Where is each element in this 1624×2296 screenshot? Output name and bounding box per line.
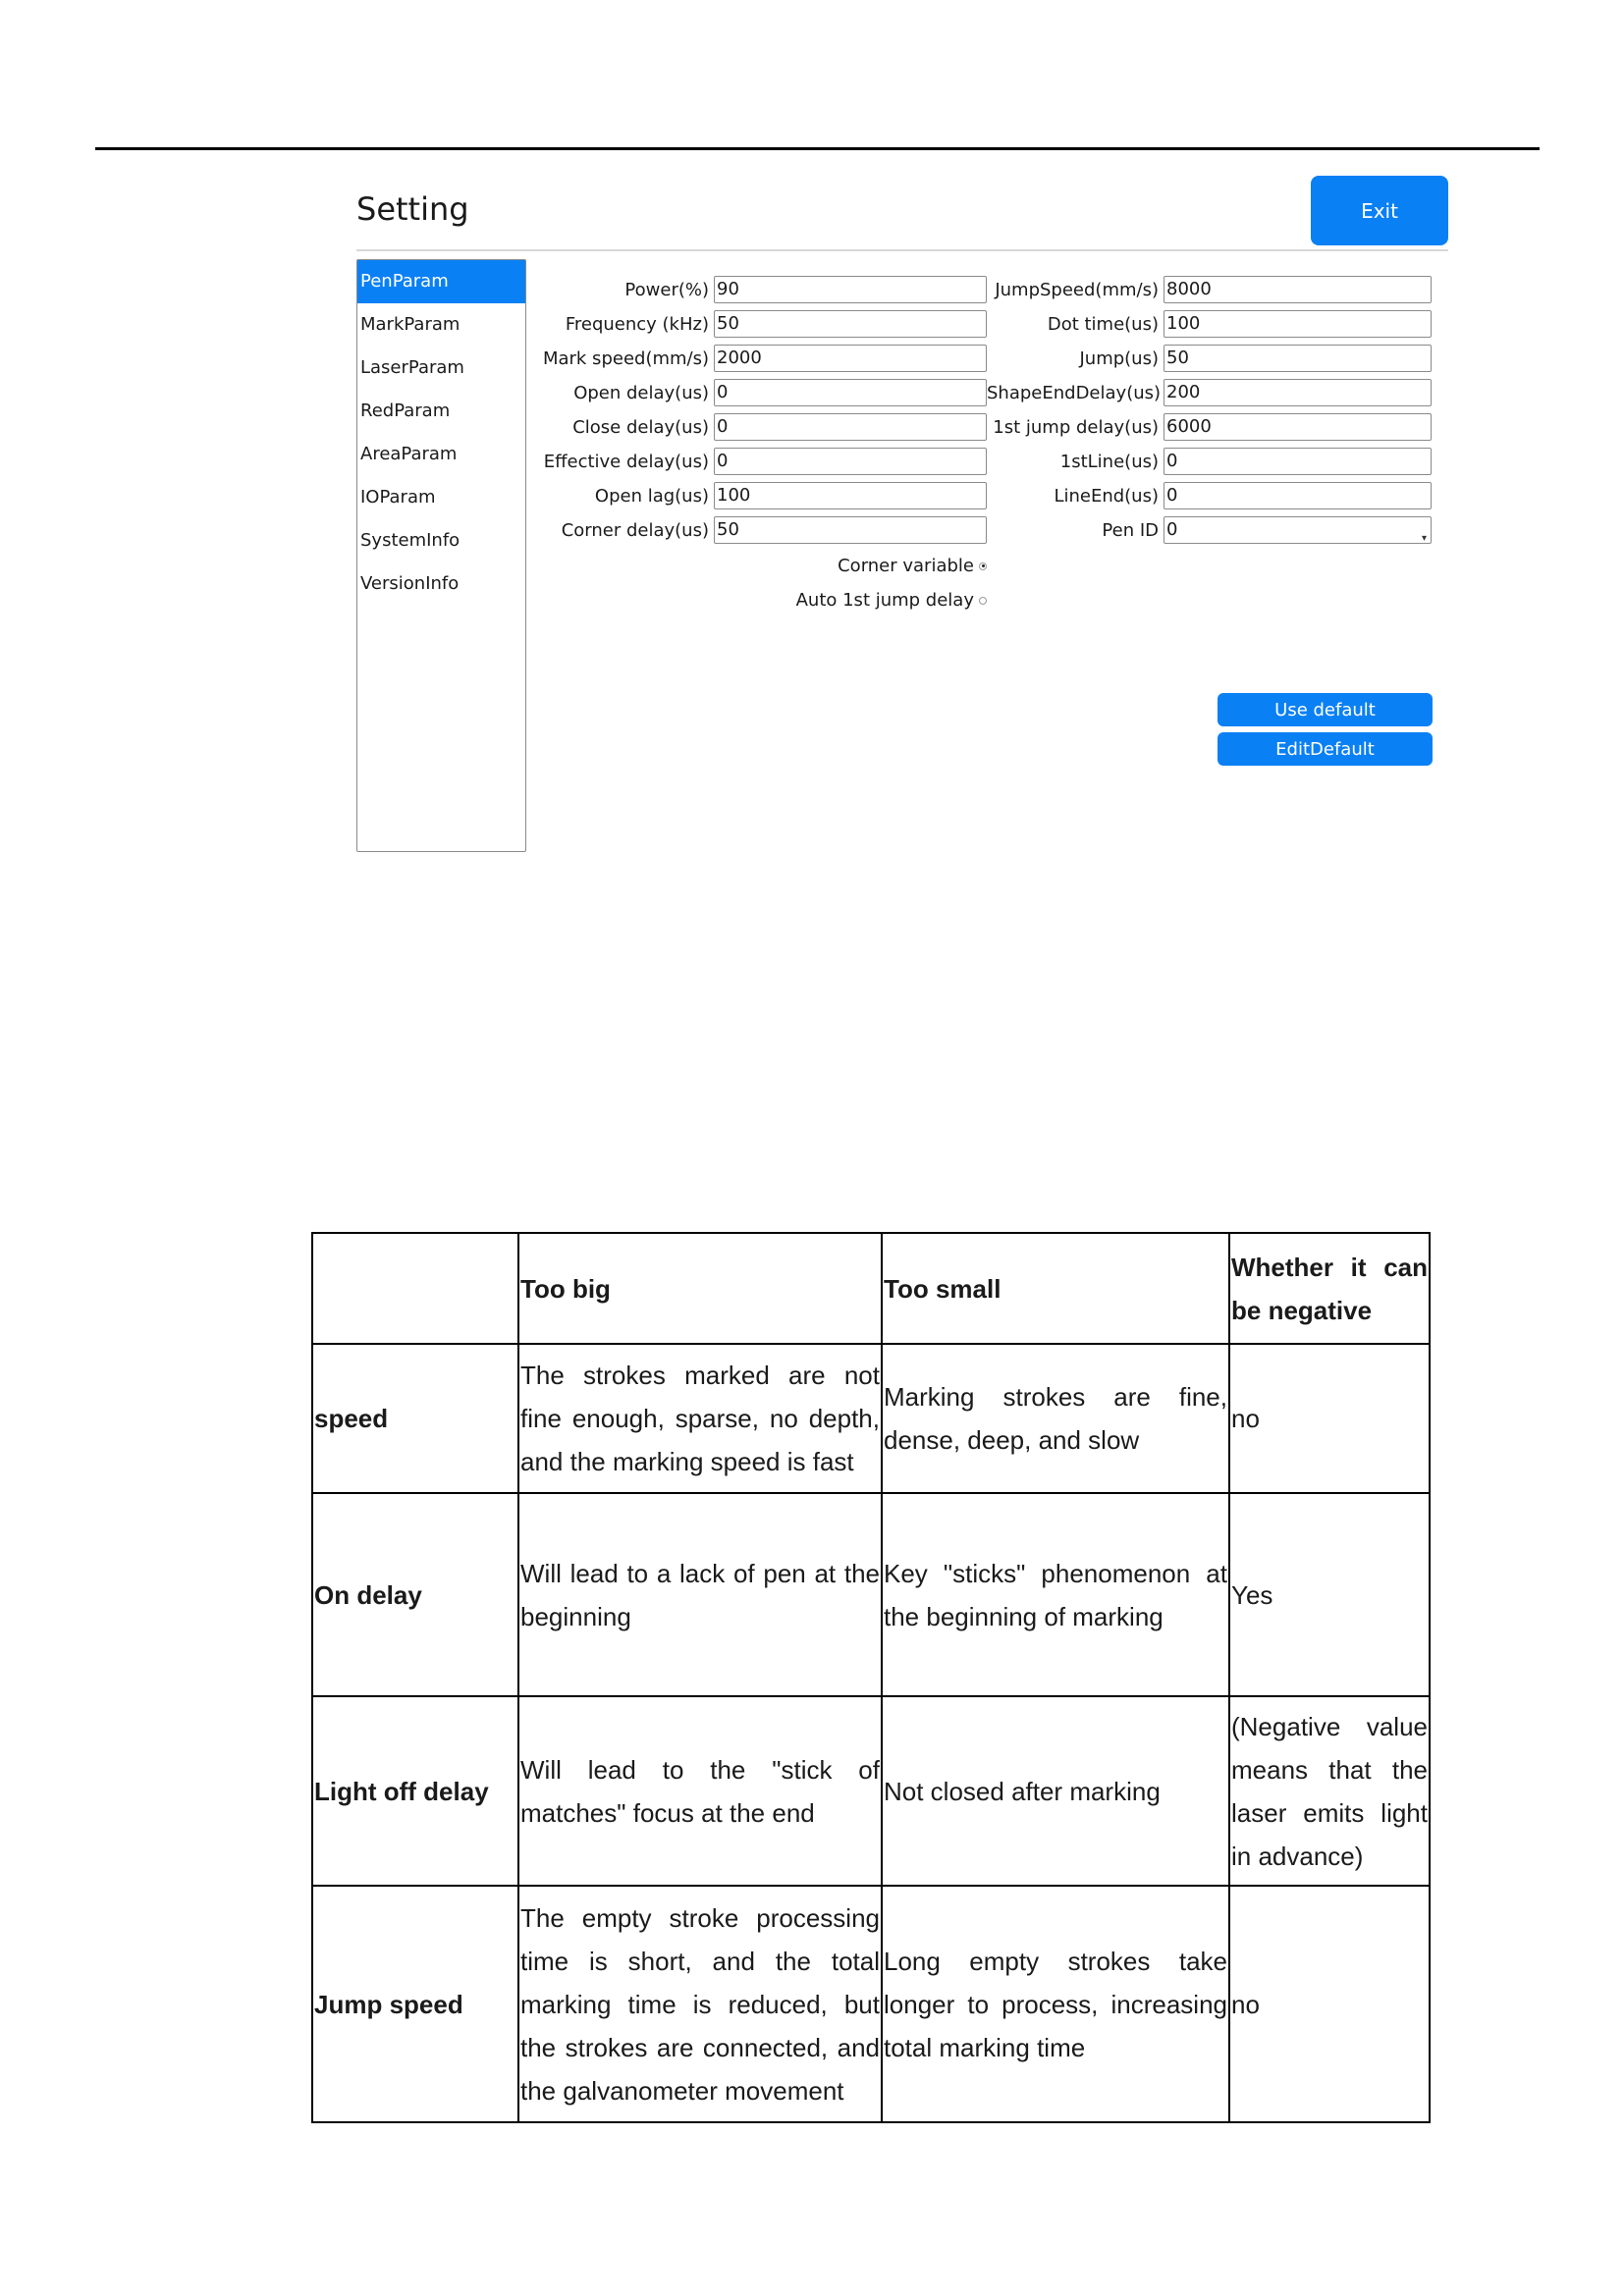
frequency-row bbox=[355, 309, 987, 339]
power-input[interactable]: 90 bbox=[714, 276, 987, 303]
sidebar-item-markparam[interactable]: MarkParam bbox=[360, 314, 460, 335]
pen-id-label: Pen ID bbox=[1102, 519, 1159, 541]
pen-id-value: 0 bbox=[1166, 519, 1178, 540]
header-too-big: Too big bbox=[518, 1233, 882, 1344]
cell-too-small: Key "sticks" phenomenon at the beginning of marking bbox=[882, 1493, 1229, 1696]
first-line-input[interactable]: 0 bbox=[1164, 448, 1432, 475]
close-delay-row bbox=[355, 412, 987, 442]
cell-negative: (Negative value means that the laser emits light in advance) bbox=[1229, 1696, 1430, 1886]
header-separator bbox=[356, 249, 1448, 251]
row-label: Jump speed bbox=[312, 1886, 518, 2122]
cell-too-small: Not closed after marking bbox=[882, 1696, 1229, 1886]
header-can-be-negative: Whether it can be negative bbox=[1229, 1233, 1430, 1344]
jump-row bbox=[987, 344, 1432, 373]
table-row bbox=[312, 1696, 1430, 1886]
cell-too-small: Long empty strokes take longer to process, increasing total marking time bbox=[882, 1886, 1229, 2122]
close-delay-input[interactable]: 0 bbox=[714, 413, 987, 441]
shape-end-delay-label: ShapeEndDelay(us) bbox=[987, 382, 1162, 403]
line-end-input[interactable]: 0 bbox=[1164, 482, 1432, 509]
first-line-row bbox=[987, 447, 1432, 476]
dot-time-input[interactable]: 100 bbox=[1164, 310, 1432, 338]
jump-speed-row bbox=[987, 275, 1432, 304]
shape-end-delay-row bbox=[987, 378, 1432, 407]
open-delay-input[interactable]: 0 bbox=[714, 379, 987, 406]
header-too-small: Too small bbox=[882, 1233, 1229, 1344]
row-label: Light off delay bbox=[312, 1696, 518, 1886]
frequency-label: Frequency (kHz) bbox=[565, 313, 709, 335]
corner-delay-label: Corner delay(us) bbox=[561, 519, 709, 541]
header-cell-empty bbox=[312, 1233, 518, 1344]
mark-speed-input[interactable]: 2000 bbox=[714, 345, 987, 372]
effective-delay-input[interactable]: 0 bbox=[714, 448, 987, 475]
jump-speed-input[interactable]: 8000 bbox=[1164, 276, 1432, 303]
open-lag-label: Open lag(us) bbox=[594, 485, 709, 507]
effective-delay-row bbox=[355, 447, 987, 476]
shape-end-delay-input[interactable]: 200 bbox=[1164, 379, 1432, 406]
corner-delay-input[interactable]: 50 bbox=[714, 516, 987, 544]
frequency-input[interactable]: 50 bbox=[714, 310, 987, 338]
jump-label: Jump(us) bbox=[1079, 347, 1159, 369]
auto-1st-jump-delay-option[interactable] bbox=[796, 590, 987, 611]
open-delay-row bbox=[355, 378, 987, 407]
first-jump-delay-row bbox=[987, 412, 1432, 442]
sidebar-item-laserparam[interactable]: LaserParam bbox=[360, 357, 464, 378]
effective-delay-label: Effective delay(us) bbox=[543, 451, 709, 472]
cell-too-big: Will lead to a lack of pen at the beginning bbox=[518, 1493, 882, 1696]
dropdown-arrow-icon[interactable]: ▾ bbox=[1421, 533, 1427, 544]
auto-1st-jump-delay-label: Auto 1st jump delay bbox=[795, 590, 974, 611]
open-lag-row bbox=[355, 481, 987, 510]
power-label: Power(%) bbox=[624, 279, 709, 300]
close-delay-label: Close delay(us) bbox=[572, 416, 709, 438]
corner-variable-radio[interactable] bbox=[979, 562, 987, 570]
jump-speed-label: JumpSpeed(mm/s) bbox=[995, 279, 1159, 300]
row-label: On delay bbox=[312, 1493, 518, 1696]
table-row bbox=[312, 1493, 1430, 1696]
table-row bbox=[312, 1344, 1430, 1493]
corner-delay-row bbox=[355, 515, 987, 545]
cell-too-big: The empty stroke processing time is short, and the total marking time is reduced, but the strokes are connected, and the galvanometer movement bbox=[518, 1886, 882, 2122]
corner-variable-label: Corner variable bbox=[838, 556, 974, 576]
table-row bbox=[312, 1886, 1430, 2122]
parameter-effects-table bbox=[311, 1232, 1431, 2123]
mark-speed-label: Mark speed(mm/s) bbox=[542, 347, 709, 369]
dot-time-row bbox=[987, 309, 1432, 339]
first-jump-delay-label: 1st jump delay(us) bbox=[993, 416, 1159, 438]
sidebar-item-versioninfo[interactable]: VersionInfo bbox=[360, 573, 460, 594]
line-end-label: LineEnd(us) bbox=[1054, 485, 1159, 507]
jump-input[interactable]: 50 bbox=[1164, 345, 1432, 372]
edit-default-button[interactable]: EditDefault bbox=[1218, 732, 1433, 766]
dialog-title: Setting bbox=[356, 190, 469, 228]
line-end-row bbox=[987, 481, 1432, 510]
cell-too-big: The strokes marked are not fine enough, sparse, no depth, and the marking speed is fast bbox=[518, 1344, 882, 1493]
first-jump-delay-input[interactable]: 6000 bbox=[1164, 413, 1432, 441]
use-default-button[interactable]: Use default bbox=[1218, 693, 1433, 726]
table-header-row bbox=[312, 1233, 1430, 1344]
cell-negative: no bbox=[1229, 1886, 1430, 2122]
corner-variable-option[interactable] bbox=[838, 556, 987, 576]
dot-time-label: Dot time(us) bbox=[1047, 313, 1159, 335]
cell-too-big: Will lead to the "stick of matches" focus at the end bbox=[518, 1696, 882, 1886]
auto-1st-jump-delay-radio[interactable] bbox=[979, 597, 987, 605]
row-label: speed bbox=[312, 1344, 518, 1493]
sidebar-item-areaparam[interactable]: AreaParam bbox=[360, 444, 458, 464]
sidebar-item-penparam[interactable]: PenParam bbox=[357, 260, 525, 303]
pen-id-row bbox=[987, 515, 1432, 545]
cell-negative: Yes bbox=[1229, 1493, 1430, 1696]
sidebar-item-ioparam[interactable]: IOParam bbox=[360, 487, 436, 507]
first-line-label: 1stLine(us) bbox=[1059, 451, 1159, 472]
sidebar-item-systeminfo[interactable]: SystemInfo bbox=[360, 530, 460, 551]
page-top-rule bbox=[95, 147, 1540, 150]
power-row bbox=[355, 275, 987, 304]
cell-negative: no bbox=[1229, 1344, 1430, 1493]
pen-id-select[interactable] bbox=[1164, 516, 1432, 544]
cell-too-small: Marking strokes are fine, dense, deep, and slow bbox=[882, 1344, 1229, 1493]
open-delay-label: Open delay(us) bbox=[573, 382, 709, 403]
sidebar-item-redparam[interactable]: RedParam bbox=[360, 400, 451, 421]
exit-button[interactable]: Exit bbox=[1311, 176, 1448, 245]
open-lag-input[interactable]: 100 bbox=[714, 482, 987, 509]
mark-speed-row bbox=[355, 344, 987, 373]
